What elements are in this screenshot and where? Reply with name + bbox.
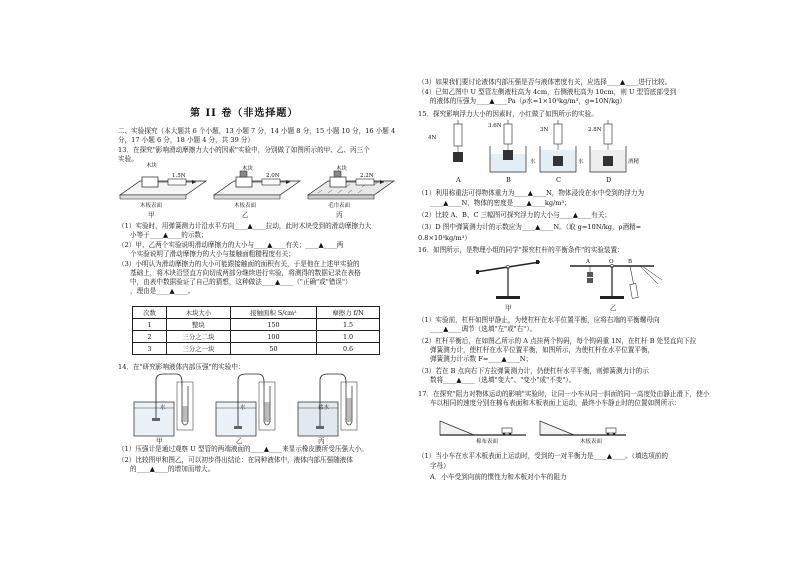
q15-part3-cont: 0.8×10³kg/m³） [418, 234, 471, 242]
reading-C: 3N [540, 127, 549, 133]
q14-part1: （1）压强计是通过观察 U 型管的两端液面的____▲____来显示橡皮膜所受压强大小。 [118, 445, 368, 453]
liquid-label: 水 [240, 405, 246, 411]
section-heading-cont: 分，17 小题 6 分，18 小题 4 分，共 39 分） [118, 136, 255, 144]
setup-A [453, 120, 463, 162]
q16-part2-c: 弹簧测力计示数 F=____▲____N； [430, 355, 533, 363]
reading-D: 2.8N [588, 127, 602, 133]
table-header: 木块大小 [166, 307, 230, 319]
surface-3: 毛巾表面 [328, 203, 351, 209]
q16-part2-b: 弹簧测力计，使杠杆在水平位置平衡，如图所示，为使杠杆在水平位置平衡， [430, 346, 655, 354]
lever-figure [470, 256, 680, 312]
q16-part3-cont: 数将____▲____（选填"变大"、"变小"或"不变"）。 [430, 376, 576, 384]
block-label: 木块 [146, 163, 158, 169]
q17-stem-cont: 车以相同的速度分别在棉布表面和木板表面上运动，最终小车静止时的位置如图所示： [430, 399, 681, 407]
incline-figure [440, 411, 630, 441]
table-row [133, 319, 380, 331]
q13-part3-b: 基础上，将木块沿竖直方向切成两部分继续进行实验，将测得的数据记录在表格 [130, 269, 361, 277]
q15-part3: （3）D 图中弹簧测力计的示数应为____▲____N。（取 g=10N/kg，ρ酒精= [418, 223, 642, 231]
q13-part2: （2）甲、乙两个实验说明滑动摩擦力的大小与____▲____有关；____▲____两 [118, 241, 344, 249]
table-cell: 100 [230, 331, 316, 343]
q16-part2: （2）杠杆平衡后，在如图乙所示的 A 点挂两个钩码，每个钩码重 1N，在杠杆 B 处竖直向下拉 [418, 337, 697, 345]
setup-bing [308, 171, 394, 199]
q14-part4-cont: 的液体的压强为____▲____Pa（ρ水=1×10³kg/m³，g=10N/kg） [430, 97, 626, 105]
q13-part3: （3）小明认为滑动摩擦力的大小可能跟接触面的面积有关，于是他在上述甲实验的 [118, 260, 360, 268]
lever-jia [476, 260, 540, 299]
liquid-label: 水 [160, 405, 166, 411]
caption-yi: 乙 [236, 437, 243, 445]
section-heading: 二、实验探究（本大题共 6 个小题，13 小题 7 分，14 小题 8 分，15 小题 10 分，16 小题 4 [118, 127, 396, 135]
caption-A: A [456, 176, 461, 184]
q14-part2-cont: 的____▲____的增加而增大。 [130, 465, 215, 473]
q14-stem: 14．在"研究影响液体内部压强"的实验中： [118, 363, 245, 371]
reading-2: 2.0N [266, 173, 280, 179]
table-header-row [133, 307, 380, 319]
table-cell: 50 [230, 343, 316, 355]
caption-bing: 丙 [318, 437, 325, 445]
point-A: A [586, 259, 590, 265]
table-cell: 三分之一块 [166, 343, 230, 355]
surface-cloth: 棉布表面 [476, 439, 499, 445]
table-cell: 0.6 [317, 343, 380, 355]
q13-part3-c: 中，由表中数据验证了自己的猜想，这种做法____▲____（"正确"或"错误"） [130, 278, 352, 286]
q17-option-A: A．小车受到向前的惯性力和木板对小车的阻力 [430, 473, 567, 481]
friction-data-table [132, 306, 380, 355]
q14-part4: （4）已知乙图中 U 型管左侧液柱高为 4cm，右侧液柱高为 10cm，则 U 型管底部受到 [418, 88, 677, 96]
q15-part1-cont: ____▲____N，物体的密度是____▲____kg/m³； [430, 199, 571, 207]
q15-stem: 15．探究影响浮力大小的因素时，小红做了如图所示的实验。 [418, 110, 598, 118]
caption-yi: 乙 [610, 304, 617, 312]
spring-scale [454, 124, 462, 146]
point-O: O [609, 259, 614, 265]
block-label-3: 木块 [336, 166, 348, 172]
surface-1: 木板表面 [140, 203, 163, 209]
liquid-pressure-figure [130, 372, 380, 442]
caption-C: C [556, 176, 562, 184]
liquid-label: 盐水 [318, 405, 330, 411]
q13-stem-cont: 实验。 [118, 155, 138, 163]
q13-part3-d: ，理由是____▲____。 [130, 287, 195, 295]
reading-B: 3.6N [488, 123, 502, 129]
table-cell: 1.0 [317, 331, 380, 343]
surface-2: 木板表面 [234, 203, 257, 209]
q13-part1-cont: 小等于____▲____的示数； [130, 231, 208, 239]
liquid-label: 水 [578, 159, 584, 165]
caption-yi: 乙 [242, 211, 249, 219]
q13-part1: （1）实验时，用弹簧测力计沿水平方向____▲____拉动，此时木块受到的滑动摩擦力大 [118, 222, 372, 230]
q15-part1: （1）利用称重法可得物体重力为____▲____N，物体浸没在水中受到的浮力为 [418, 189, 645, 197]
setup-jia [120, 177, 206, 199]
liquid-label: 水 [530, 159, 536, 165]
caption-bing: 丙 [336, 211, 343, 219]
caption-jia: 甲 [148, 211, 155, 219]
q16-stem: 16．如图所示，是物理小组的同学"探究杠杆的平衡条件"的实验装置： [418, 246, 624, 254]
q15-part2: （2）比较 A、B、C 三幅图可探究浮力的大小与____▲____有关； [418, 211, 611, 219]
part-title: 第 II 卷（非选择题） [190, 108, 299, 119]
table-cell: 1 [133, 319, 167, 331]
caption-B: B [506, 176, 511, 184]
q16-part1: （1）实验前，杠杆如图甲静止，为使杠杆在水平位置平衡，应将右端的平衡螺母向 [418, 316, 660, 324]
surface-wood: 木板表面 [580, 439, 603, 445]
table-header: 摩擦力 f/N [317, 307, 380, 319]
point-B: B [628, 259, 633, 265]
table-cell: 1.5 [317, 319, 380, 331]
table-cell: 整块 [166, 319, 230, 331]
lever-yi [570, 264, 662, 299]
reading-1: 1.5N [172, 173, 186, 179]
q13-stem: 13．在探究"影响滑动摩擦力大小的因素"实验中，分别做了如图所示的甲、乙、丙三个 [118, 146, 370, 154]
table-cell: 2 [133, 331, 167, 343]
table-cell: 3 [133, 343, 167, 355]
table-cell: 150 [230, 319, 316, 331]
block-label-2: 木块 [242, 166, 254, 172]
reading-3: 2.2N [360, 173, 374, 179]
table-cell: 三分之二块 [166, 331, 230, 343]
incline-cloth [440, 421, 526, 435]
setup-yi [214, 171, 300, 199]
q17-part1: （1）当小车在水平木板表面上运动时，受到的一对平衡力是____▲____。（填选项前的 [418, 452, 668, 460]
table-header: 接触面积 S/cm² [230, 307, 316, 319]
q17-part1-cont: 字母） [430, 462, 450, 470]
table-row [133, 331, 380, 343]
q16-part3: （3）若在 B 点向右下方拉弹簧测力计，仍使杠杆水平平衡，则弹簧测力计的示 [418, 367, 649, 375]
caption-jia: 甲 [505, 304, 512, 312]
q16-part1-cont: ____▲____调节（选填"左"或"右"）。 [430, 325, 537, 333]
q14-part3: （3）如果我们要讨论液体内部压强是否与液体密度有关，应选择____▲____进行比较。 [418, 78, 672, 86]
table-header: 次数 [133, 307, 167, 319]
reading-A: 4N [428, 135, 437, 141]
q14-part2: （2）比较图甲和图乙，可以初步得出结论：在同种液体中，液体内部压强随液体 [118, 456, 353, 464]
q17-stem: 17．在探究"阻力对物体运动的影响"实验时，让同一小车从同一斜面的同一高度处由静止滑下，使小 [418, 390, 710, 398]
liquid-label: 酒精 [628, 159, 640, 165]
q13-part2-cont: 个实验说明了滑动摩擦力的大小与接触面粗糙程度有关； [130, 250, 295, 258]
friction-experiment-figure [118, 163, 398, 221]
caption-D: D [606, 176, 612, 184]
table-row [133, 343, 380, 355]
caption-jia: 甲 [156, 437, 163, 445]
incline-wood [540, 421, 626, 435]
wood-block [142, 177, 158, 187]
